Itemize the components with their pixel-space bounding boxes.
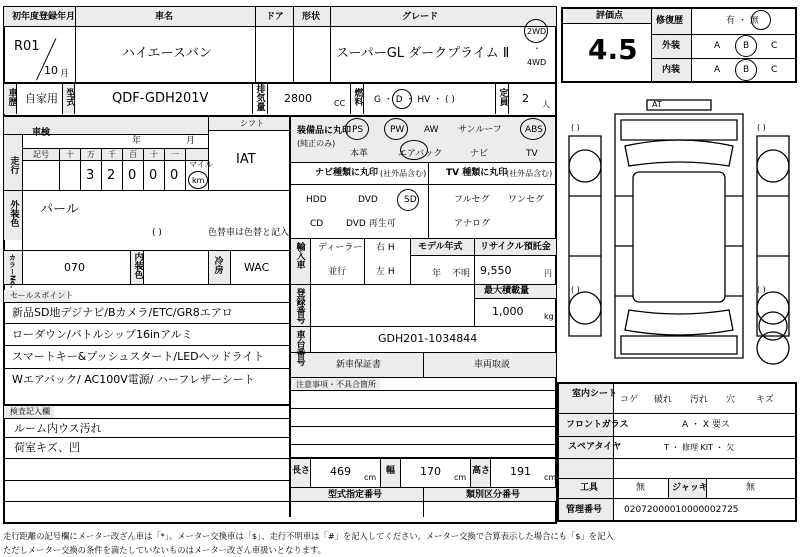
car-name-label: 車名 xyxy=(155,12,174,22)
model: QDF-GDH201V xyxy=(112,91,209,106)
line-h xyxy=(651,58,795,59)
line-h2 xyxy=(290,457,556,459)
line-h xyxy=(474,298,556,299)
interior-sheet-option: 破れ xyxy=(654,395,673,405)
sales-point-line: Wエアバック/ AC100V電源/ ハーフレザーシート xyxy=(12,373,255,386)
line-v xyxy=(230,250,231,284)
windshield-label: フロントガラス xyxy=(566,420,629,430)
navi-dvd-play: DVD 再生可 xyxy=(346,219,396,229)
line-h xyxy=(290,326,556,327)
line-v xyxy=(164,148,165,190)
purpose: 自家用 xyxy=(25,92,58,105)
line-v xyxy=(668,479,669,498)
tv-oneseg: ワンセグ xyxy=(508,195,545,205)
equip-navi: ナビ xyxy=(470,149,489,159)
import-right-h: 右 H xyxy=(376,243,395,253)
line-h xyxy=(290,408,556,409)
sales-point-line: 新品SD地デジナビ/Bカメラ/ETC/GR8エアロ xyxy=(12,306,233,319)
shape-label: 形状 xyxy=(302,12,321,22)
roof xyxy=(633,172,725,302)
type-designation-label: 型式指定番号 xyxy=(328,490,383,500)
mileage-digit: 0 xyxy=(149,168,158,183)
import-parallel: 並行 xyxy=(328,267,347,277)
svg-text:( ): ( ) xyxy=(757,123,766,132)
car-name: ハイエースバン xyxy=(122,46,212,61)
shift: IAT xyxy=(236,152,256,167)
line-v2 xyxy=(289,116,291,517)
spare-tire-options: T ・ 修理 KIT ・ 欠 xyxy=(664,443,735,452)
repair-label: 修復歴 xyxy=(656,16,684,26)
line-h xyxy=(4,480,290,481)
line-h xyxy=(22,160,208,161)
first-reg-month-unit: 月 xyxy=(60,69,70,79)
digit-header-2: 千 xyxy=(108,150,116,159)
marker-circle xyxy=(757,332,789,364)
line-v xyxy=(380,458,381,487)
grade-label: グレード xyxy=(402,12,439,22)
footer-note: 走行距離の記号欄にメーター改ざん車は「*」、メーター交換車は「$」、走行不明車は「#」を記入してください。メーター交換で合算表示した場合にも「$」を記入 xyxy=(3,531,614,541)
color-no: 070 xyxy=(64,261,85,274)
svg-text:( ): ( ) xyxy=(571,123,580,132)
line-v xyxy=(364,238,365,284)
line-v xyxy=(350,83,351,114)
interior-grade-a: A xyxy=(714,65,721,75)
line-v xyxy=(613,384,614,520)
interior-grade-c: C xyxy=(771,65,778,75)
tv-fullseg: フルセグ xyxy=(454,195,490,205)
aircon-label: 冷房 xyxy=(212,256,223,274)
navi-label: ナビ種類に丸印 xyxy=(315,168,379,178)
jack-label: ジャッキ xyxy=(672,483,708,493)
unit-km: km xyxy=(192,176,205,185)
sales-point-line: ローダウン/バトルシップ16inアルミ xyxy=(12,328,193,341)
line-h xyxy=(559,458,795,459)
fuel-label: 燃料 xyxy=(352,88,363,106)
digit-header-1: 万 xyxy=(87,150,95,159)
line-v xyxy=(363,83,364,114)
line-h xyxy=(4,345,290,346)
import-left-h: 左 H xyxy=(376,267,395,277)
max-load-unit: kg xyxy=(544,312,554,321)
mileage-digit: 3 xyxy=(86,168,95,183)
line-h2 xyxy=(4,82,556,84)
capacity: 2 xyxy=(522,92,529,105)
first-reg-month: 10 xyxy=(44,64,58,77)
line-h xyxy=(290,390,556,391)
exterior-grade-b: B xyxy=(743,41,750,51)
exterior-note-paren: ( ) xyxy=(152,228,162,238)
line-v xyxy=(62,83,63,114)
unit-mile: マイル xyxy=(189,160,213,169)
tools-label: 工具 xyxy=(580,483,599,493)
line-h xyxy=(290,377,556,378)
equip-aw: AW xyxy=(424,125,439,135)
equip-airbag-circle xyxy=(400,140,428,160)
model-year-unknown: 不明 xyxy=(452,269,471,279)
line-v xyxy=(400,458,401,487)
navi-cd: CD xyxy=(310,219,324,229)
line-v xyxy=(255,7,256,82)
digit-header-0: 十 xyxy=(66,150,74,159)
navi-sd: SD xyxy=(404,195,417,205)
score-label: 評価点 xyxy=(596,11,624,21)
exterior-grade-a: A xyxy=(714,41,721,51)
shift-label: シフト xyxy=(240,119,264,128)
diagram-top-tag: AT xyxy=(652,100,662,109)
line-h xyxy=(4,250,290,251)
line-v xyxy=(423,352,424,377)
digit-header-5: 一 xyxy=(171,150,179,159)
drive-2wd: 2WD xyxy=(527,27,547,36)
line-v xyxy=(691,9,692,81)
line-h xyxy=(4,190,290,191)
inspector-label: 検査記入欄 xyxy=(10,407,50,416)
line-v xyxy=(490,458,491,487)
equip-abs: ABS xyxy=(525,125,543,135)
navi-sublabel: (社外品含む) xyxy=(380,169,427,178)
inspection-year-unit: 年 xyxy=(132,136,142,146)
windshield-options: A ・ X 要ス xyxy=(682,420,730,430)
inspector-line: 荷室キズ、凹 xyxy=(14,441,81,454)
line-v xyxy=(330,7,331,82)
width: 170 xyxy=(420,465,441,478)
line-v xyxy=(651,9,652,81)
recycle-value: 9,550 xyxy=(480,264,512,277)
line-h xyxy=(559,436,795,437)
exterior-color: パール xyxy=(40,202,79,217)
purpose-label: 車歴 xyxy=(6,88,17,106)
line-v xyxy=(508,83,509,114)
exterior-color-label: 外装色 xyxy=(8,200,19,227)
model-year-year: 年 xyxy=(432,269,442,279)
category-label: 類別区分番号 xyxy=(466,490,521,500)
line-v xyxy=(143,250,144,284)
max-load-label: 最大積載量 xyxy=(484,286,530,296)
equip-sunroof: サンルーフ xyxy=(458,125,502,135)
exterior-grade-c: C xyxy=(771,41,778,51)
svg-text:( ): ( ) xyxy=(571,285,580,294)
capacity-label: 定員 xyxy=(497,88,508,106)
line-v xyxy=(470,458,471,487)
equip-airbag: エアバック xyxy=(398,149,443,159)
aircon: WAC xyxy=(244,261,270,274)
line-v xyxy=(122,148,123,190)
line-v xyxy=(185,148,186,190)
line-v xyxy=(252,83,253,114)
line-v xyxy=(410,238,411,284)
line-h xyxy=(4,501,290,502)
length-label: 長さ xyxy=(292,466,311,476)
displacement-label: 排気量 xyxy=(254,84,265,111)
line-h xyxy=(559,498,795,499)
chassis-number: GDH201-1034844 xyxy=(378,332,478,345)
reg-no-label: 登録番号 xyxy=(294,288,305,324)
height: 191 xyxy=(510,465,531,478)
line-h xyxy=(4,437,290,438)
equip-pw: PW xyxy=(390,125,405,135)
chassis-label: 車台番号 xyxy=(294,330,305,366)
interior-sheet-option: 穴 xyxy=(726,395,736,405)
equipment-label: 装備品に丸印 xyxy=(297,126,352,136)
line-v xyxy=(143,148,144,190)
wheel xyxy=(569,292,601,324)
mileage-digit: 2 xyxy=(107,168,116,183)
exterior-note: 色替車は色替と記入 xyxy=(208,228,290,238)
line-v xyxy=(310,284,311,352)
mileage-digit: 0 xyxy=(170,168,179,183)
line-v xyxy=(22,134,23,190)
width-unit: cm xyxy=(454,473,467,482)
first-reg-era: R01 xyxy=(14,39,40,54)
svg-text:( ): ( ) xyxy=(757,285,766,294)
notes-label: 注意事項・不具合箇所 xyxy=(296,380,376,389)
drive-4wd: 4WD xyxy=(527,58,547,67)
navi-hdd: HDD xyxy=(306,195,327,205)
interior-sheet-label: 室内シート xyxy=(572,389,618,399)
footer-note: ただしメーター交換の条件を満たしていないものはメーター改ざん車扱いとなります。 xyxy=(3,545,326,555)
sales-point-line: スマートキー&プッシュスタート/LEDヘッドライト xyxy=(12,350,265,363)
repair-selected-circle xyxy=(751,10,771,30)
line-v xyxy=(75,7,76,82)
line-h xyxy=(559,413,795,414)
line-h xyxy=(22,148,208,149)
height-label: 高さ xyxy=(472,466,491,476)
width-label: 幅 xyxy=(386,466,396,476)
line-h xyxy=(4,458,290,459)
tv-sublabel: (社外品含む) xyxy=(506,169,553,178)
line-v xyxy=(474,238,475,326)
line-v xyxy=(208,116,209,190)
interior-color-label: 内装色 xyxy=(132,252,143,279)
interior-grade-label: 内装 xyxy=(662,65,681,75)
line-h xyxy=(563,23,651,24)
equip-abs-circle xyxy=(520,118,546,140)
wheel xyxy=(757,292,789,324)
management-number: 02072000010000002725 xyxy=(624,505,739,515)
interior-sheet-option: 汚れ xyxy=(690,395,709,405)
door-label: ドア xyxy=(266,12,284,22)
max-load: 1,000 xyxy=(492,305,524,318)
line-v xyxy=(208,250,209,284)
body-outline xyxy=(615,114,743,358)
interior-sheet-option: コゲ xyxy=(620,395,639,405)
capacity-unit: 人 xyxy=(542,100,550,109)
rear-panel xyxy=(621,336,737,354)
line-h xyxy=(4,418,290,419)
mileage-digit: 0 xyxy=(128,168,137,183)
first-reg-label: 初年度登録年月 xyxy=(12,12,76,22)
interior-selected-circle xyxy=(735,59,757,81)
length: 469 xyxy=(330,465,351,478)
line-v xyxy=(22,250,23,284)
fuel-selected-circle xyxy=(392,89,412,109)
inspector-line: ルーム内ウス汚れ xyxy=(14,422,102,435)
line-v xyxy=(428,162,429,238)
sales-points-label: セールスポイント xyxy=(10,291,74,300)
model-label: 型式 xyxy=(64,88,75,106)
interior-sheet-option: キズ xyxy=(756,395,774,405)
line-h xyxy=(651,34,795,35)
jack-value: 無 xyxy=(746,483,756,493)
line-h xyxy=(410,255,556,256)
digit-header-4: 十 xyxy=(150,150,158,159)
front-panel xyxy=(621,120,737,140)
color-no-label: カラーNo. xyxy=(8,254,17,289)
digit-header-3: 百 xyxy=(129,150,137,159)
line-v xyxy=(310,238,311,284)
displacement: 2800 xyxy=(284,92,312,105)
warranty-label: 新車保証書 xyxy=(336,360,382,370)
repair-options: 有 ・ 無 xyxy=(726,16,759,26)
car-diagram xyxy=(561,96,797,376)
line-v xyxy=(59,148,60,190)
right-table-shade xyxy=(559,384,613,520)
navi-sd-circle xyxy=(397,189,419,211)
line-v xyxy=(101,148,102,190)
height-unit: cm xyxy=(544,473,557,482)
interior-grade-b: B xyxy=(743,65,750,75)
line-v xyxy=(74,83,75,114)
line-v xyxy=(310,458,311,487)
line-v xyxy=(423,487,424,517)
management-label: 管理番号 xyxy=(566,505,603,515)
recycle-label: リサイクル預託金 xyxy=(480,242,551,252)
tv-analog: アナログ xyxy=(454,219,491,229)
line-h xyxy=(4,26,556,27)
line-v xyxy=(267,83,268,114)
tools-value: 無 xyxy=(636,483,646,493)
line-h xyxy=(290,426,556,427)
manual-label: 車両取説 xyxy=(474,360,511,370)
inspection-month-unit: 月 xyxy=(186,136,196,146)
equip-leather: 本革 xyxy=(350,149,369,159)
line-h xyxy=(290,238,556,239)
line-v xyxy=(495,83,496,114)
line-h2 xyxy=(4,404,290,406)
equip-ps-circle xyxy=(345,118,369,140)
wheel xyxy=(757,150,789,182)
displacement-unit: CC xyxy=(334,99,346,108)
score: 4.5 xyxy=(588,33,638,66)
line-v xyxy=(22,190,23,250)
wheel xyxy=(569,150,601,182)
line-v xyxy=(293,7,294,82)
line-h xyxy=(290,444,556,445)
line-h xyxy=(4,302,290,303)
right-side xyxy=(757,136,789,336)
line-v xyxy=(80,148,81,190)
equip-pw-circle xyxy=(384,118,408,140)
line-h xyxy=(4,368,290,369)
model-year-label: モデル年式 xyxy=(418,242,463,252)
line-h xyxy=(4,323,290,324)
spare-tire-label: スペアタイヤ xyxy=(568,442,622,452)
recycle-unit: 円 xyxy=(544,269,552,278)
fuel-options: G ・ D ・ HV ・ ( ) xyxy=(374,95,455,105)
import-label: 輸入車 xyxy=(294,242,305,269)
left-side xyxy=(569,136,601,336)
mileage-label: 走行 xyxy=(8,156,19,174)
line-v xyxy=(16,83,17,114)
mileage-kigou-label: 記号 xyxy=(33,150,49,159)
line-h2 xyxy=(4,115,556,117)
line-h xyxy=(208,130,290,131)
rear-window xyxy=(625,310,733,335)
tv-label: TV 種類に丸印 xyxy=(446,168,508,178)
grade: スーパーGL ダークプライム Ⅱ xyxy=(336,46,510,61)
inspection-label: 車検 xyxy=(32,128,51,138)
equip-ps: PS xyxy=(352,125,364,135)
exterior-selected-circle xyxy=(735,35,757,57)
import-dealer: ディーラー xyxy=(318,243,363,253)
navi-dvd: DVD xyxy=(358,195,378,205)
exterior-grade-label: 外装 xyxy=(662,41,681,51)
drive-dot: ・ xyxy=(533,44,541,53)
length-unit: cm xyxy=(364,473,377,482)
line-h xyxy=(290,162,556,163)
windshield xyxy=(625,140,733,166)
equipment-sublabel: (純正のみ) xyxy=(297,139,336,148)
line-h xyxy=(290,184,556,185)
equip-tv: TV xyxy=(526,149,538,159)
line-v xyxy=(130,250,131,284)
